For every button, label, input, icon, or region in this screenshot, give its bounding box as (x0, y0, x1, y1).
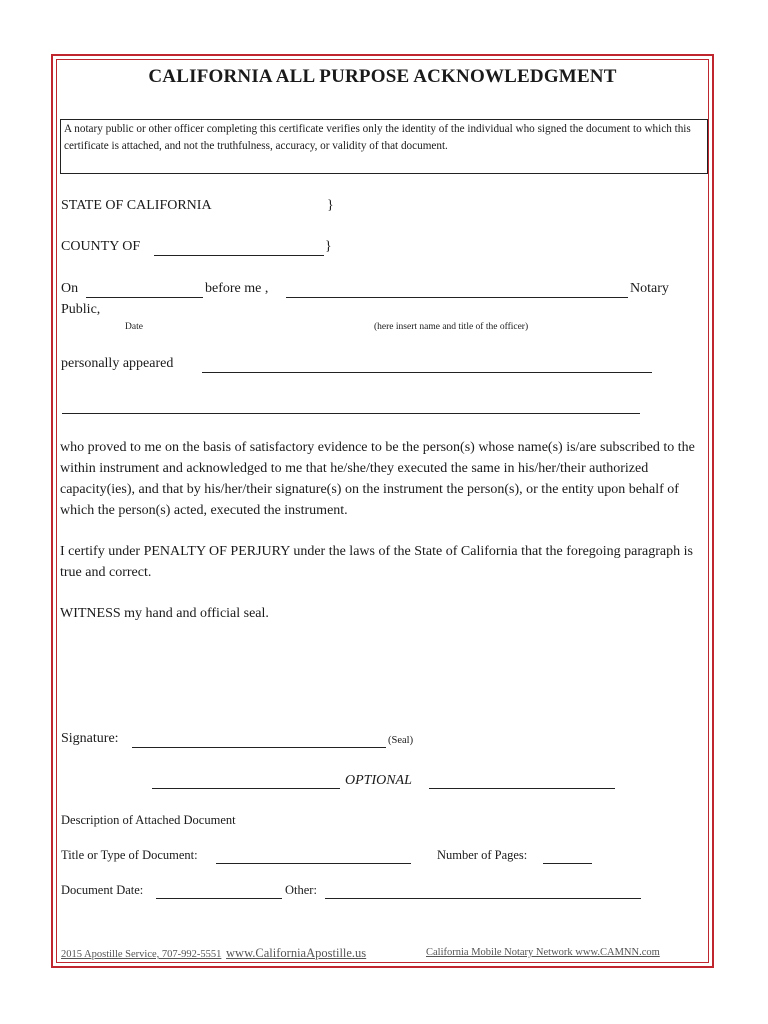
pages-field[interactable] (543, 849, 592, 869)
title-doc-field[interactable] (216, 849, 411, 869)
officer-caption: (here insert name and title of the officer) (374, 322, 529, 332)
officer-field[interactable] (286, 283, 628, 303)
footer-site-link[interactable]: www.CaliforniaApostille.us (226, 946, 367, 960)
certify-paragraph: I certify under PENALTY OF PERJURY under the laws of the State of California that the foregoing paragraph is true and correct. (60, 544, 693, 580)
state-brace: } (327, 198, 334, 213)
county-field[interactable] (154, 241, 324, 261)
notice-text: A notary public or other officer completing this certificate verifies only the identity of the individual who signed the document to which this certificate is attached, and not the truthfulness, accuracy, or validity of that document. (64, 123, 691, 152)
description-label: Description of Attached Document (61, 813, 236, 827)
appeared-label: personally appeared (61, 356, 174, 371)
on-label: On (61, 281, 79, 296)
notice-box (60, 119, 708, 174)
pages-label: Number of Pages: (437, 848, 528, 862)
other-label: Other: (285, 883, 317, 897)
date-field[interactable] (86, 283, 203, 303)
doc-date-label: Document Date: (61, 883, 144, 897)
title-doc-label: Title or Type of Document: (61, 848, 198, 862)
county-brace: } (325, 239, 332, 254)
footer-left (61, 946, 366, 961)
doc-date-field[interactable] (156, 884, 282, 904)
county-label: COUNTY OF (61, 239, 141, 254)
document-title: CALIFORNIA ALL PURPOSE ACKNOWLEDGMENT (148, 66, 617, 87)
appeared-field[interactable] (202, 358, 652, 378)
signature-label: Signature: (61, 731, 119, 746)
optional-label: OPTIONAL (345, 773, 412, 788)
footer-right[interactable]: California Mobile Notary Network www.CAMNN.com (426, 947, 660, 958)
date-caption: Date (125, 322, 143, 332)
state-label: STATE OF CALIFORNIA (61, 198, 212, 213)
optional-rule-right (429, 774, 615, 794)
before-me-label: before me , (205, 281, 269, 296)
proved-paragraph: who proved to me on the basis of satisfactory evidence to be the person(s) whose name(s) is/are subscribed to the within instrument and acknowledged to me that he/she/they executed the same in his/her/their authorized capacity(ies), and that by his/her/their signature(s) on the instrument the person(s), or the entity upon behalf of which the person(s) acted, executed the instrument. (60, 440, 695, 518)
signature-field[interactable] (132, 733, 386, 753)
seal-label: (Seal) (388, 735, 414, 746)
other-field[interactable] (325, 884, 641, 904)
footer-service: 2015 Apostille Service, 707-992-5551 (61, 949, 222, 960)
witness-line: WITNESS my hand and official seal. (60, 606, 269, 621)
notary-label: Notary (630, 281, 669, 296)
appeared-field-line-2[interactable] (62, 399, 640, 419)
optional-rule-left (152, 774, 340, 794)
public-label: Public, (61, 302, 101, 317)
